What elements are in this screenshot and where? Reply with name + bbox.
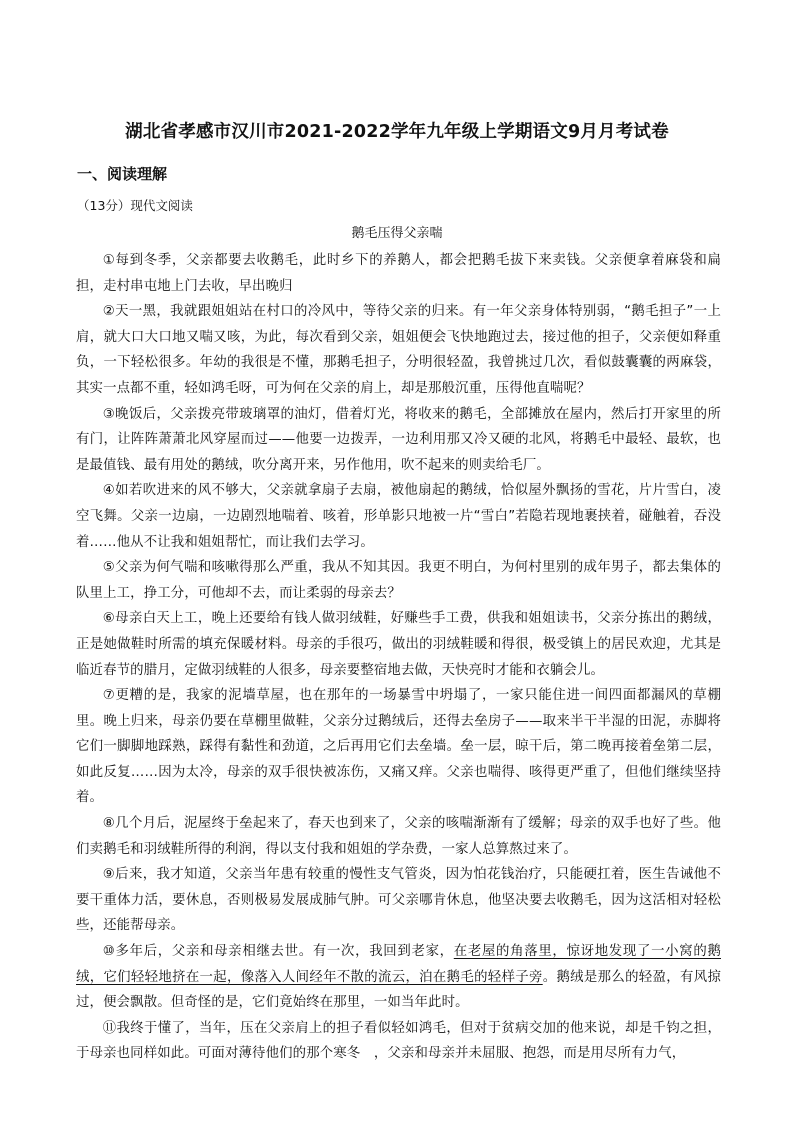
paragraph: ②天一黑，我就跟姐姐站在村口的冷风中，等待父亲的归来。有一年父亲身体特别弱，“鹅毛担子”一上肩，就大口大口地又喘又咳，为此，每次看到父亲，姐姐便会飞快地跑过去，接过他的担子，父亲便如释重负，一下轻松很多。年幼的我很是不懂，那鹅毛担子，分明很轻盈，我曾挑过几次，看似鼓囊囊的两麻袋，其实一点都不重，轻如鸿毛呀，可为何在父亲的肩上，却是那般沉重，压得他直喘呢？ bbox=[76, 304, 721, 396]
paragraph: ①每到冬季，父亲都要去收鹅毛，此时乡下的养鹅人，都会把鹅毛拔下来卖钱。父亲便拿着麻袋和扁担，走村串屯地上门去收，早出晚归 bbox=[76, 253, 721, 294]
story-title: 鹅毛压得父亲喘 bbox=[351, 226, 443, 241]
paragraph: ④如若吹进来的风不够大，父亲就拿扇子去扇，被他扇起的鹅绒，恰似屋外飘扬的雪花，片片雪白，凌空飞舞。父亲一边扇，一边剧烈地喘着、咳着，形单影只地被一片“雪白”若隐若现地裹挟着，碰触着，吞没着……他从不让我和姐姐帮忙，而让我们去学习。 bbox=[76, 483, 721, 550]
paragraph: ⑤父亲为何气喘和咳嗽得那么严重，我从不知其因。我更不明白，为何村里别的成年男子，都去集体的队里上工，挣工分，可他却不去，而让柔弱的母亲去？ bbox=[76, 560, 721, 601]
paragraph: ③晚饭后，父亲拨亮带玻璃罩的油灯，借着灯光，将收来的鹅毛，全部摊放在屋内，然后打开家里的所有门，让阵阵萧萧北风穿屋而过——他要一边拨弄，一边利用那又冷又硬的北风，将鹅毛中最轻、最软，也是最值钱、最有用处的鹅绒，吹分离开来，另作他用，吹不起来的则卖给毛厂。 bbox=[76, 406, 721, 473]
story-body bbox=[76, 248, 721, 1067]
paragraph: ⑦更糟的是，我家的泥墙草屋，也在那年的一场暴雪中坍塌了，一家只能住进一间四面都漏风的草棚里。晚上归来，母亲仍要在草棚里做鞋，父亲分过鹅绒后，还得去垒房子——取来半干半湿的田泥，赤脚将它们一脚脚地踩熟，踩得有黏性和劲道，之后再用它们去垒墙。垒一层，晾干后，第二晚再接着垒第二层，如此反复……因为太冷，母亲的双手很快被冻伤，又痛又痒。父亲也喘得、咳得更严重了，但他们继续坚持着。 bbox=[76, 688, 721, 806]
page-title: 湖北省孝感市汉川市2021-2022学年九年级上学期语文9月月考试卷 bbox=[125, 122, 669, 142]
paragraph: ⑨后来，我才知道，父亲当年患有较重的慢性支气管炎，因为怕花钱治疗，只能硬扛着，医生告诫他不要干重体力活，要休息，否则极易发展成肺气肿。可父亲哪肯休息，他坚决要去收鹅毛，因为这活相对轻松些，还能帮母亲。 bbox=[76, 867, 721, 934]
underlined-sentence: 在老屋的角落里，惊讶地发现了一小窝的鹅绒，它们轻轻地挤在一起，像落入人间经年不散的流云，泊在鹅毛的轻样子旁 bbox=[76, 944, 721, 985]
paragraph: ⑪我终于懂了，当年，压在父亲肩上的担子看似轻如鸿毛，但对于贫病交加的他来说，却是千钧之担，于母亲也同样如此。可面对薄待他们的那个寒冬 ，父亲和母亲并未屈服、抱怨，而是用尽所有力气， bbox=[76, 1020, 721, 1062]
paragraph: ⑧几个月后，泥屋终于垒起来了，春天也到来了，父亲的咳喘渐渐有了缓解；母亲的双手也好了些。他们卖鹅毛和羽绒鞋所得的利润，得以支付我和姐姐的学杂费，一家人总算熬过来了。 bbox=[76, 816, 721, 857]
paragraph-text-tail: 。鹅绒是那么的轻盈，有风掠过，便会飘散。但奇怪的是，它们竟始终在那里，一如当年此时。 bbox=[76, 969, 721, 1011]
paragraph: ⑥母亲白天上工，晚上还要给有钱人做羽绒鞋，好赚些手工费，供我和姐姐读书，父亲分拣出的鹅绒，正是她做鞋时所需的填充保暖材料。母亲的手很巧，做出的羽绒鞋暖和得很，极受镇上的居民欢迎，尤其是临近春节的腊月，定做羽绒鞋的人很多，母亲要整宿地去做，天快亮时才能和衣躺会儿。 bbox=[76, 611, 721, 678]
section-heading: 一、阅读理解 bbox=[77, 165, 168, 183]
paragraph-with-underline bbox=[76, 939, 721, 1016]
question-meta: （13分）现代文阅读 bbox=[77, 198, 193, 213]
paragraph-text: ⑩多年后，父亲和母亲相继去世。有一次，我回到老家， bbox=[102, 944, 454, 960]
